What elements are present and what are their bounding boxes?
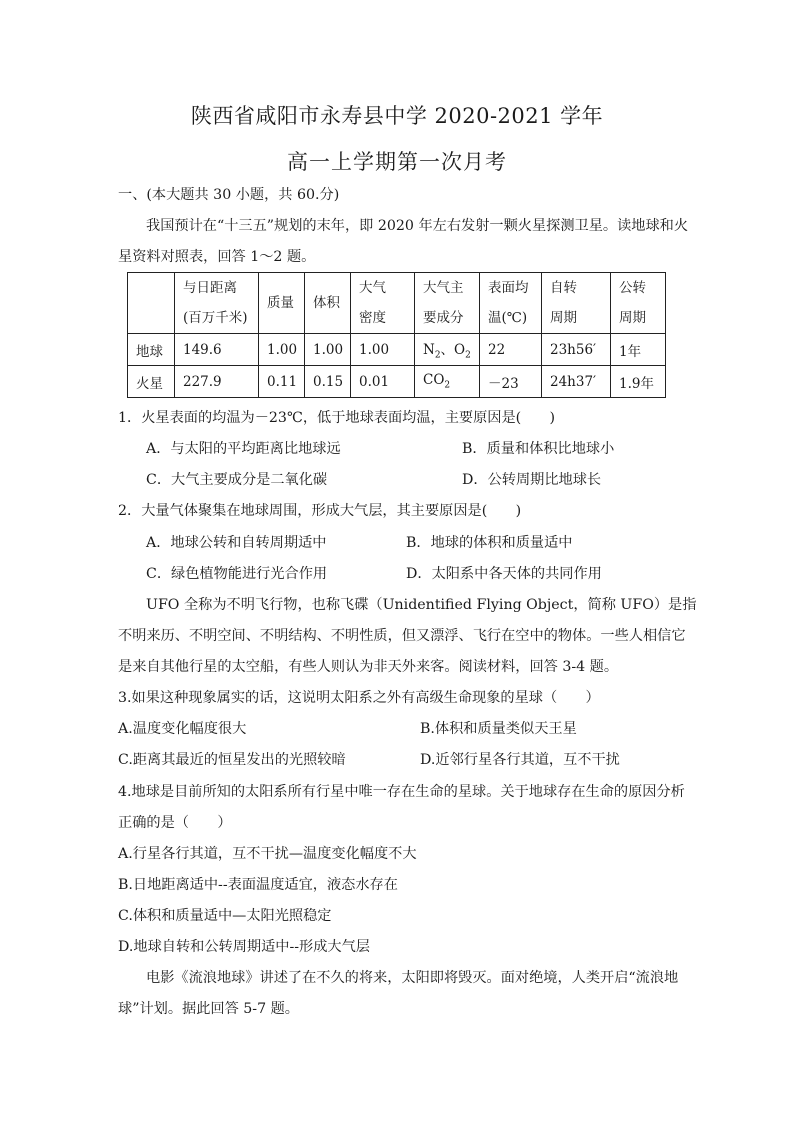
question-1-option-b: B．质量和体积比地球小 [462,441,615,457]
question-2-option-c: C．绿色植物能进行光合作用 [146,566,328,582]
film-paragraph-line: 球”计划。据此回答 5-7 题。 [118,1001,299,1017]
table-header-row [128,273,666,334]
question-2-option-b: B．地球的体积和质量适中 [406,535,573,551]
question-2-option-a: A．地球公转和自转周期适中 [146,535,327,551]
table-header-cell: 大气主 要成分 [415,273,480,334]
table-cell: 24h37′ [542,366,611,398]
question-4-option-c: C.体积和质量适中—太阳光照稳定 [118,908,332,924]
ufo-paragraph-line: 不明来历、不明空间、不明结构、不明性质，但又漂浮、飞行在空中的物体。一些人相信它 [118,628,686,644]
question-4-option-d: D.地球自转和公转周期适中--形成大气层 [118,939,370,955]
table-header-cell [128,273,175,334]
table-header-cell: 与日距离 (百万千米) [175,273,259,334]
table-row [128,334,666,366]
question-3-stem: 3.如果这种现象属实的话，这说明太阳系之外有高级生命现象的星球（ ） [118,690,600,706]
table-cell: $CO_2$ [415,366,480,398]
table-cell: 0.15 [305,366,351,398]
table-cell: $N_2$、$O_2$ [415,334,480,366]
question-3-option-a: A.温度变化幅度很大 [118,721,247,737]
table-cell: 1.00 [305,334,351,366]
exam-subtitle: 高一上学期第一次月考 [287,150,507,174]
table-cell: 227.9 [175,366,259,398]
table-cell: 23h56′ [542,334,611,366]
table-cell: 0.01 [351,366,415,398]
question-3-option-b: B.体积和质量类似天王星 [420,721,577,737]
question-1-option-d: D．公转周期比地球长 [462,472,602,488]
table-header-cell: 体积 [305,273,351,334]
earth-mars-table [127,272,666,398]
table-cell: 0.11 [259,366,305,398]
table-cell: 149.6 [175,334,259,366]
question-1-option-c: C．大气主要成分是二氧化碳 [146,472,328,488]
table-cell: 1.00 [351,334,415,366]
table-cell: 1.00 [259,334,305,366]
table-cell: 22 [480,334,542,366]
table-header-cell: 大气 密度 [351,273,415,334]
intro-paragraph-line: 我国预计在“十三五”规划的末年，即 2020 年左右发射一颗火星探测卫星。读地球和火 [146,218,689,234]
question-1-stem: 1．火星表面的均温为－23℃，低于地球表面均温，主要原因是( ) [118,410,556,426]
table-row [128,366,666,398]
ufo-paragraph-line: UFO 全称为不明飞行物，也称飞碟（Unidentified Flying Object，简称 UFO）是指 [146,597,697,613]
question-4-stem: 4.地球是目前所知的太阳系所有行星中唯一存在生命的星球。关于地球存在生命的原因分析 [118,784,685,800]
table-header-cell: 自转 周期 [542,273,611,334]
table-cell: 地球 [128,334,175,366]
film-paragraph-line: 电影《流浪地球》讲述了在不久的将来，太阳即将毁灭。面对绝境，人类开启“流浪地 [146,970,679,986]
ufo-paragraph-line: 是来自其他行星的太空船，有些人则认为非天外来客。阅读材料，回答 3-4 题。 [118,659,619,675]
question-2-option-d: D．太阳系中各天体的共同作用 [406,566,602,582]
question-1-option-a: A．与太阳的平均距离比地球远 [146,441,341,457]
section-heading: 一、(本大题共 30 小题，共 60.分) [118,187,340,203]
question-4-option-a: A.行星各行其道，互不干扰—温度变化幅度不大 [118,846,417,862]
question-2-stem: 2．大量气体聚集在地球周围，形成大气层，其主要原因是( ) [118,503,522,519]
table-cell: －23 [480,366,542,398]
table-cell: 1.9年 [611,366,666,398]
question-3-option-d: D.近邻行星各行其道，互不干扰 [420,752,620,768]
table-header-cell: 表面均 温(℃) [480,273,542,334]
table-header-cell: 公转 周期 [611,273,666,334]
question-4-option-b: B.日地距离适中--表面温度适宜，液态水存在 [118,877,398,893]
question-4-stem: 正确的是（ ） [118,815,232,831]
exam-title: 陕西省咸阳市永寿县中学 2020-2021 学年 [190,104,604,128]
table-header-cell: 质量 [259,273,305,334]
table-cell: 1年 [611,334,666,366]
question-3-option-c: C.距离其最近的恒星发出的光照较暗 [118,752,346,768]
table-cell: 火星 [128,366,175,398]
intro-paragraph-line: 星资料对照表，回答 1～2 题。 [118,249,316,265]
